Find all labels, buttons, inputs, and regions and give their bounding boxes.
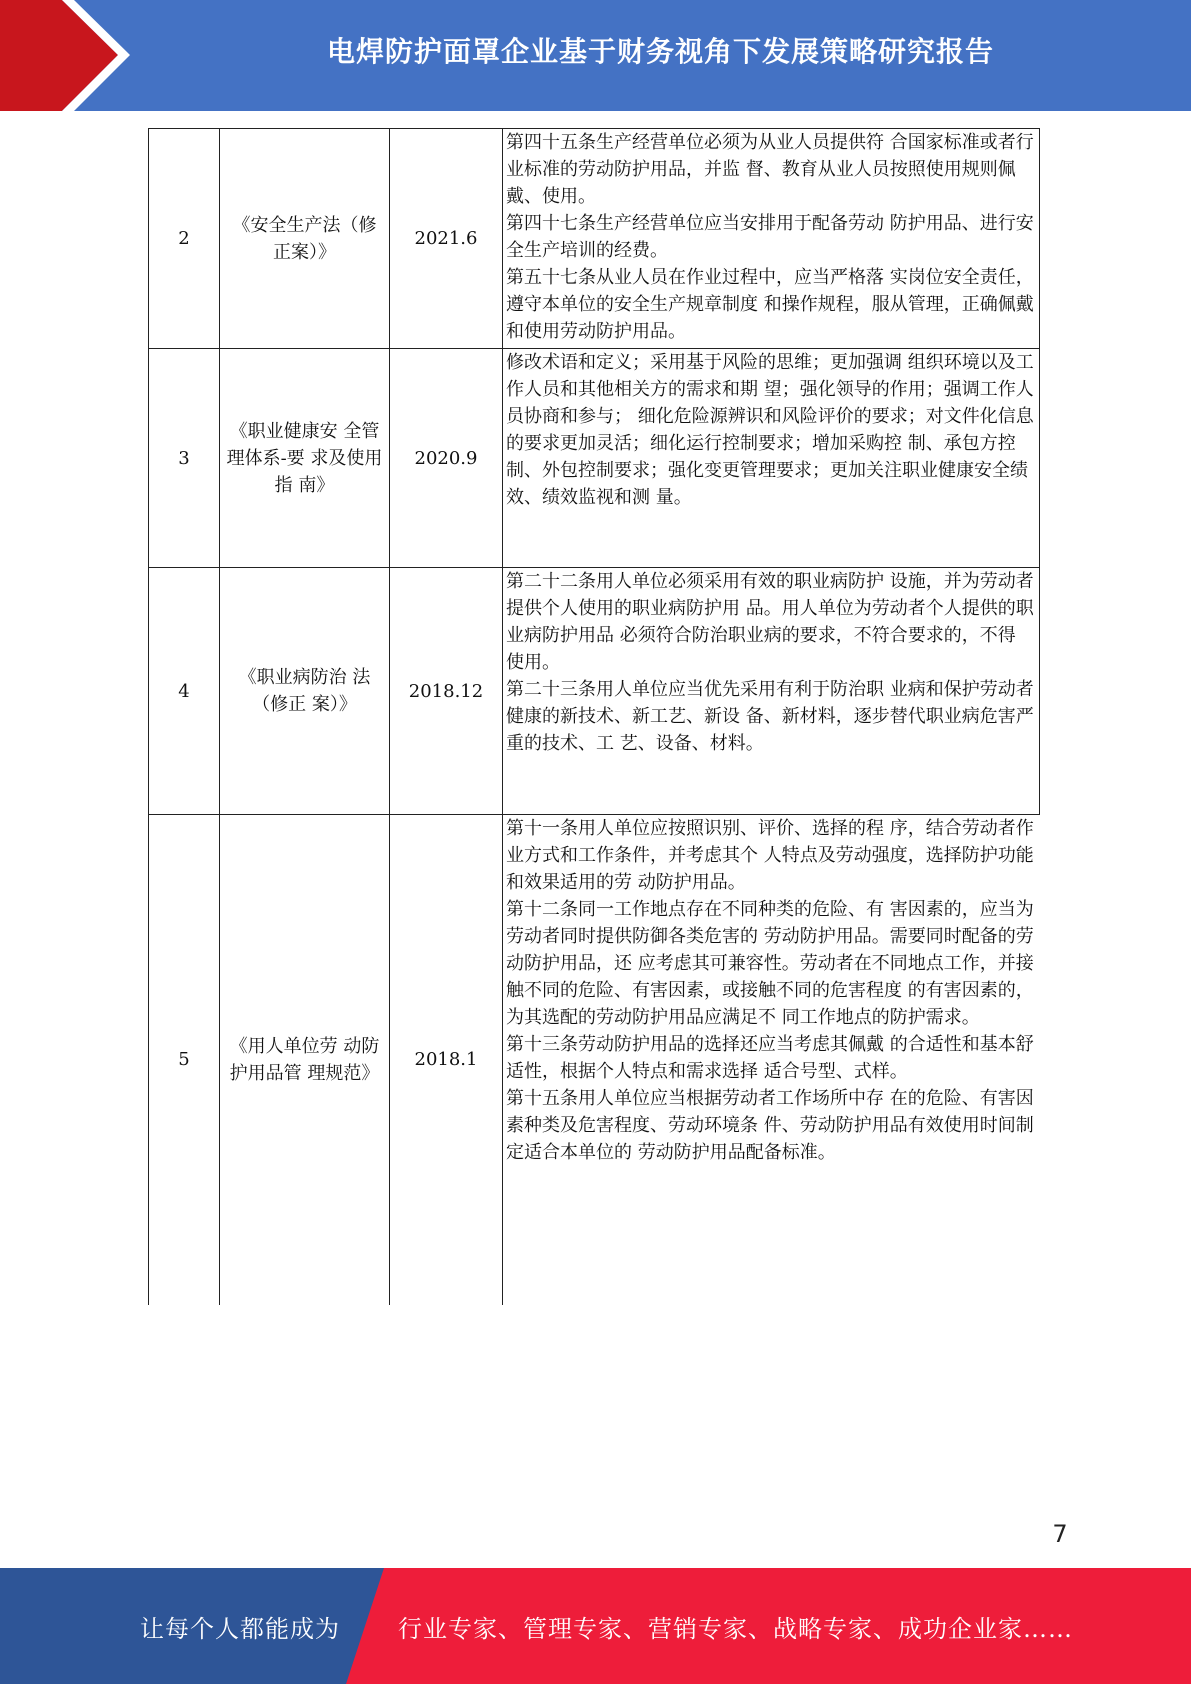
page-header — [0, 0, 1191, 111]
content-paragraph: 第二十二条用人单位必须采用有效的职业病防护 设施，并为劳动者提供个人使用的职业病防护用 品。用人单位为劳动者个人提供的职业病防护用品 必须符合防治职业病的要求，不符合要求的，不得 使用。 — [506, 571, 1034, 673]
row-number: 2 — [149, 129, 220, 349]
table-row — [149, 129, 1040, 349]
regulation-content — [503, 815, 1040, 1305]
footer-slogan-right: 行业专家、管理专家、营销专家、战略专家、成功企业家…… — [398, 1614, 1073, 1643]
content-paragraph: 第十五条用人单位应当根据劳动者工作场所中存 在的危险、有害因素种类及危害程度、劳动环境条 件、劳动防护用品有效使用时间制定适合本单位的 劳动防护用品配备标准。 — [506, 1088, 1034, 1163]
report-title: 电焊防护面罩企业基于财务视角下发展策略研究报告 — [326, 35, 994, 68]
regulation-name: 《职业病防治 法（修正 案）》 — [220, 568, 390, 815]
header-chevron-decoration — [0, 0, 150, 111]
table-row — [149, 349, 1040, 568]
row-number: 3 — [149, 349, 220, 568]
content-paragraph: 第五十七条从业人员在作业过程中，应当严格落 实岗位安全责任，遵守本单位的安全生产规章制度 和操作规程，服从管理，正确佩戴和使用劳动防护用品。 — [506, 267, 1034, 342]
footer-slogan-left: 让每个人都能成为 — [140, 1614, 340, 1643]
content-paragraph: 第四十七条生产经营单位应当安排用于配备劳动 防护用品、进行安全生产培训的经费。 — [506, 213, 1034, 261]
table-row — [149, 815, 1040, 1305]
regulation-date: 2021.6 — [390, 129, 503, 349]
row-number: 4 — [149, 568, 220, 815]
regulation-date: 2020.9 — [390, 349, 503, 568]
regulation-name: 《安全生产法（修正案）》 — [220, 129, 390, 349]
regulation-date: 2018.12 — [390, 568, 503, 815]
content-paragraph: 第四十五条生产经营单位必须为从业人员提供符 合国家标准或者行业标准的劳动防护用品，并监 督、教育从业人员按照使用规则佩戴、使用。 — [506, 132, 1034, 207]
row-number: 5 — [149, 815, 220, 1305]
regulation-content — [503, 129, 1040, 349]
table-row — [149, 568, 1040, 815]
page-number: 7 — [1052, 1520, 1068, 1548]
page-footer — [0, 1568, 1191, 1684]
regulation-name: 《用人单位劳 动防护用品管 理规范》 — [220, 815, 390, 1305]
content-paragraph: 第十二条同一工作地点存在不同种类的危险、有 害因素的，应当为劳动者同时提供防御各类危害的 劳动防护用品。需要同时配备的劳动防护用品，还 应考虑其可兼容性。劳动者在不同地点工作，并接 触不同的危险、有害因素，或接触不同的危害程度 的有害因素的，为其选配的劳动防护用品应满足不 同工作地点的防护需求。 — [506, 899, 1034, 1028]
content-paragraph: 修改术语和定义；采用基于风险的思维；更加强调 组织环境以及工作人员和其他相关方的需求和期 望；强化领导的作用；强调工作人员协商和参与； 细化危险源辨识和风险评价的要求；对文件化信息 的要求更加灵活；细化运行控制要求；增加采购控 制、承包方控制、外包控制要求；强化变更管理要求；更加关注职业健康安全绩效、绩效监视和测 量。 — [506, 352, 1034, 508]
regulation-content — [503, 568, 1040, 815]
content-paragraph: 第十一条用人单位应按照识别、评价、选择的程 序，结合劳动者作业方式和工作条件，并考虑其个 人特点及劳动强度，选择防护功能和效果适用的劳 动防护用品。 — [506, 818, 1034, 893]
regulation-content — [503, 349, 1040, 568]
content-paragraph: 第十三条劳动防护用品的选择还应当考虑其佩戴 的合适性和基本舒适性，根据个人特点和需求选择 适合号型、式样。 — [506, 1034, 1034, 1082]
regulation-name: 《职业健康安 全管理体系-要 求及使用指 南》 — [220, 349, 390, 568]
content-paragraph: 第二十三条用人单位应当优先采用有利于防治职 业病和保护劳动者健康的新技术、新工艺、新设 备、新材料，逐步替代职业病危害严重的技术、工 艺、设备、材料。 — [506, 679, 1034, 754]
regulation-date: 2018.1 — [390, 815, 503, 1305]
regulation-table — [148, 128, 1040, 1305]
